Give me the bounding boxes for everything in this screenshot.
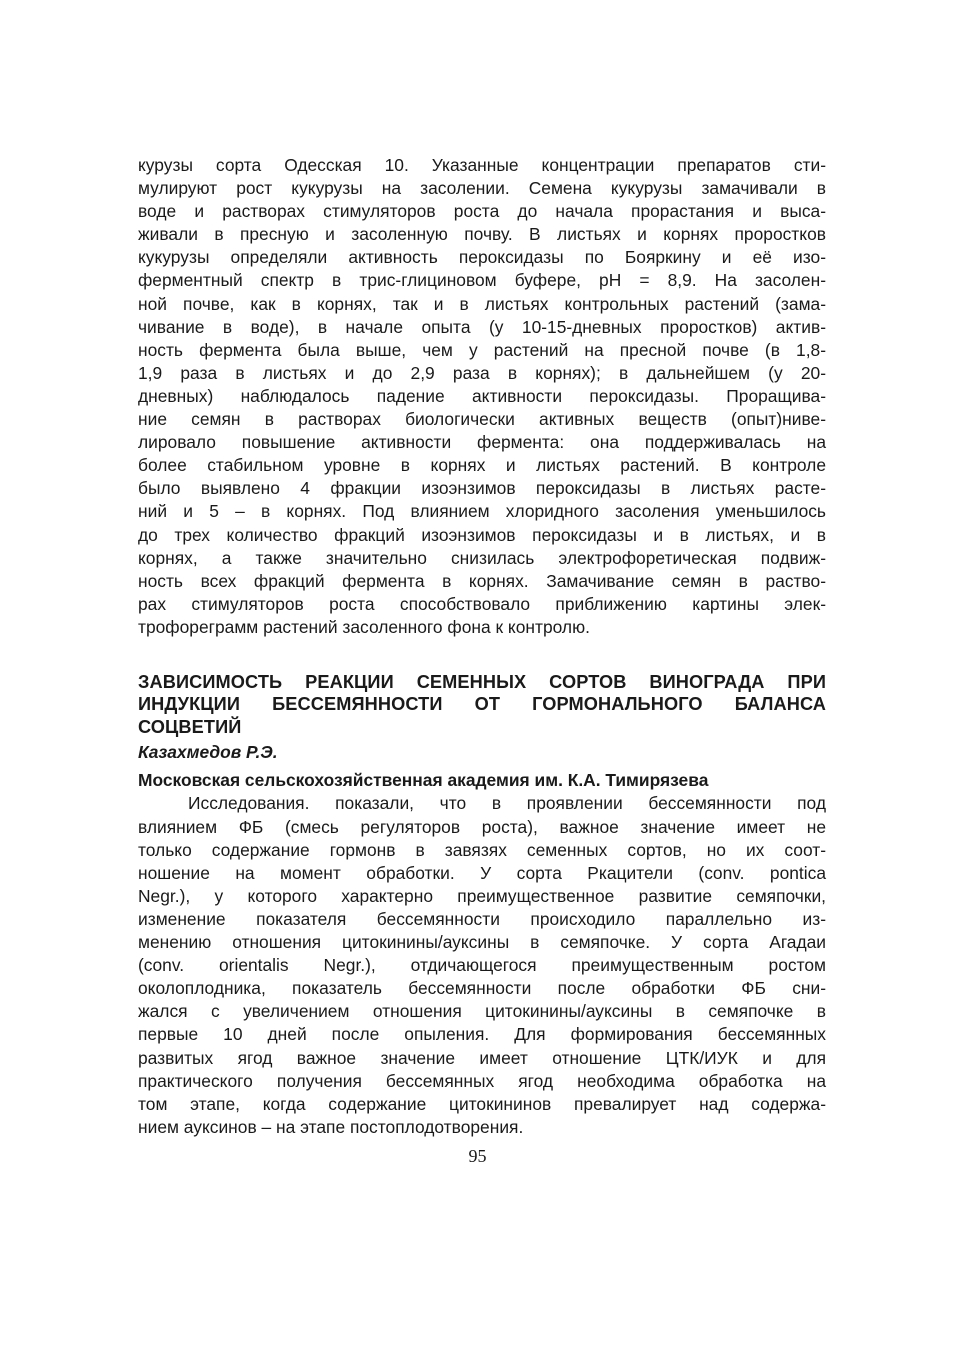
abstract-line-4: ношение на момент обработки. У сорта Ркацители (conv. pontica xyxy=(138,862,826,883)
intro-line-18: корнях, а также значительно снизилась электрофоретическая подвиж- xyxy=(138,547,826,568)
intro-line-9: ность фермента была выше, чем у растений на пресной почве (в 1,8- xyxy=(138,339,826,360)
intro-line-15: было выявлено 4 фракции изоэнзимов пероксидазы в листьях расте- xyxy=(138,478,826,499)
abstract-line-14: том этапе, когда содержание цитокининов превалирует над содержа- xyxy=(138,1093,826,1114)
intro-line-8: чивание в воде), в начале опыта (у 10-15-дневных проростков) актив- xyxy=(138,316,826,337)
intro-line-6: ферментный спектр в трис-глициновом буфере, pH = 8,9. На засолен- xyxy=(138,270,826,291)
abstract-line-2: влиянием ФБ (смесь регуляторов роста), важное значение имеет не xyxy=(138,816,826,837)
abstract-line-7: менению отношения цитокинины/ауксины в семяпочке. У сорта Агадаи xyxy=(138,932,826,953)
intro-line-4: живали в пресную и засоленную почву. В листьях и корнях проростков xyxy=(138,224,826,245)
page-number: 95 xyxy=(468,1146,487,1166)
intro-line-21: трофореграмм растений засоленного фона к контролю. xyxy=(138,616,590,637)
abstract-line-15: нием ауксинов – на этапе постоплодотворения. xyxy=(138,1116,524,1137)
intro-line-16: ний и 5 – в корнях. Под влиянием хлоридного засоления уменьшилось xyxy=(138,501,826,522)
intro-line-10: 1,9 раза в листьях и до 2,9 раза в корнях); в дальнейшем (у 20- xyxy=(138,362,826,383)
intro-line-1: курузы сорта Одесская 10. Указанные концентрации препаратов сти- xyxy=(138,155,826,175)
intro-line-13: лировало повышение активности фермента: она поддерживалась на xyxy=(138,432,826,453)
article-title xyxy=(138,671,826,739)
abstract-line-8: (conv. orientalis Negr.), отдичающегося преимущественным ростом xyxy=(138,955,826,976)
intro-line-7: ной почве, как в корнях, так и в листьях контрольных растений (зама- xyxy=(138,293,826,314)
abstract-line-1: Исследования. показали, что в проявлении бессемянности под xyxy=(188,793,826,814)
intro-line-3: воде и растворах стимуляторов роста до начала прорастания и выса- xyxy=(138,201,826,222)
intro-line-17: до трех количество фракций изоэнзимов пероксидазы и в листьях, и в xyxy=(138,524,826,545)
article-title-line-1: ЗАВИСИМОСТЬ РЕАКЦИИ СЕМЕННЫХ СОРТОВ ВИНОГРАДА ПРИ xyxy=(138,671,826,692)
intro-line-14: более стабильном уровне в корнях и листьях растений. В контроле xyxy=(138,455,826,476)
abstract-line-5: Negr.), у которого характерно преимущественное развитие семяпочки, xyxy=(138,885,826,906)
intro-paragraph xyxy=(138,154,826,639)
abstract-line-10: жался с увеличением отношения цитокинины/ауксины в семяпочке в xyxy=(138,1001,826,1022)
abstract-paragraph xyxy=(138,792,826,1138)
intro-line-19: ность всех фракций фермента в корнях. Замачивание семян в раство- xyxy=(138,570,826,591)
affiliation: Московская сельскохозяйственная академия им. К.А. Тимирязева xyxy=(138,770,709,791)
abstract-line-13: практического получения бессемянных ягод необходима обработка на xyxy=(138,1070,826,1091)
intro-line-5: кукурузы определяли активность пероксидазы по Бояркину и её изо- xyxy=(138,247,826,268)
abstract-line-12: развитых ягод важное значение имеет отношение ЦТК/ИУК и для xyxy=(138,1047,826,1068)
document-page xyxy=(138,154,826,1139)
article-title-line-3: СОЦВЕТИЙ xyxy=(138,716,242,737)
abstract-line-9: околоплодника, показатель бессемянности после обработки ФБ сни- xyxy=(138,978,826,999)
abstract-line-6: изменение показателя бессемянности происходило параллельно из- xyxy=(138,908,826,929)
intro-line-2: мулируют рост кукурузы на засолении. Семена кукурузы замачивали в xyxy=(138,178,826,199)
intro-line-12: ние семян в растворах биологически активных веществ (опыт)ниве- xyxy=(138,409,826,430)
abstract-line-3: только содержание гормонв в завязях семенных сортов, но их соот- xyxy=(138,839,826,860)
abstract-line-11: первые 10 дней после опыления. Для формирования бессемянных xyxy=(138,1024,826,1045)
author-name: Казахмедов Р.Э. xyxy=(138,742,278,763)
intro-line-11: дневных) наблюдалось падение активности пероксидазы. Проращива- xyxy=(138,385,826,406)
intro-line-20: рах стимуляторов роста способствовало приближению картины элек- xyxy=(138,593,826,614)
article-title-line-2: ИНДУКЦИИ БЕССЕМЯННОСТИ ОТ ГОРМОНАЛЬНОГО БАЛАНСА xyxy=(138,694,826,715)
